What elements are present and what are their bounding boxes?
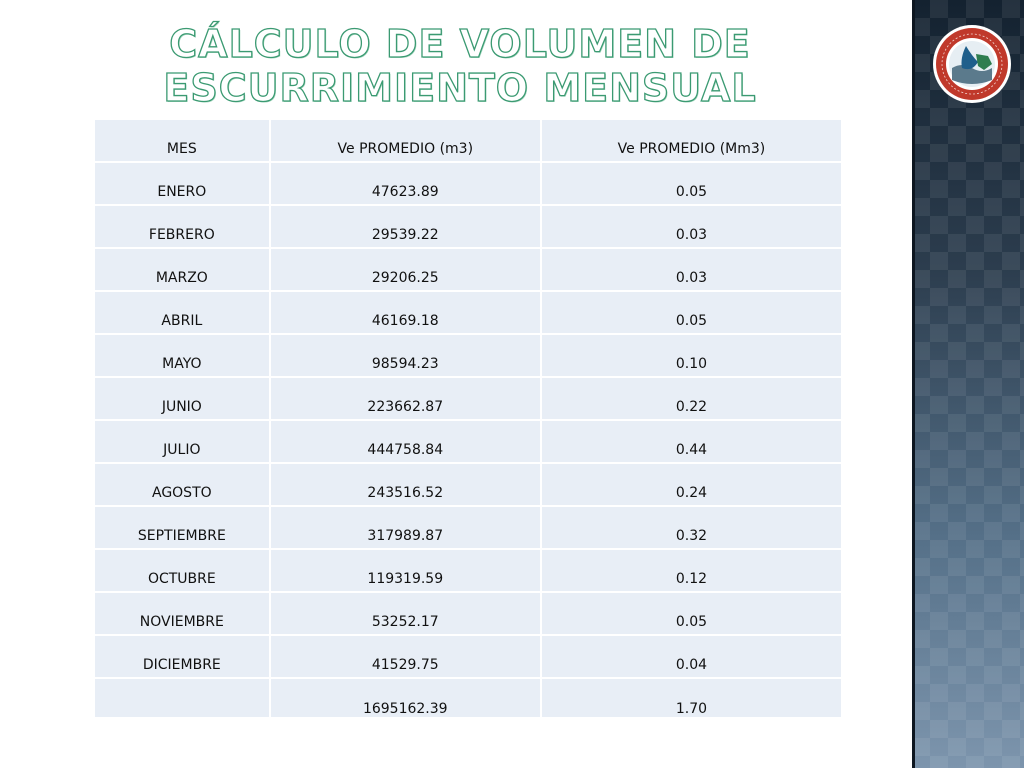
cell-month: JUNIO	[95, 378, 269, 419]
header-ve-promedio-mm3: Ve PROMEDIO (Mm3)	[542, 120, 841, 161]
cell-volume-m3: 29539.22	[271, 206, 540, 247]
runoff-volume-table	[93, 118, 843, 719]
cell-month: DICIEMBRE	[95, 636, 269, 677]
table-row	[95, 249, 841, 290]
cell-month: NOVIEMBRE	[95, 593, 269, 634]
cell-volume-m3: 47623.89	[271, 163, 540, 204]
cell-volume-m3: 444758.84	[271, 421, 540, 462]
table-row	[95, 206, 841, 247]
table-row	[95, 421, 841, 462]
table-row	[95, 335, 841, 376]
table-row	[95, 636, 841, 677]
cell-volume-mm3: 0.12	[542, 550, 841, 591]
cell-volume-mm3: 0.03	[542, 206, 841, 247]
cell-month: FEBRERO	[95, 206, 269, 247]
cell-volume-mm3: 0.04	[542, 636, 841, 677]
cell-month: AGOSTO	[95, 464, 269, 505]
cell-total-volume-m3: 1695162.39	[271, 679, 540, 717]
cell-volume-mm3: 0.03	[542, 249, 841, 290]
cell-volume-mm3: 0.24	[542, 464, 841, 505]
table-row	[95, 163, 841, 204]
slide-title: CÁLCULO DE VOLUMEN DE ESCURRIMIENTO MENSUAL	[163, 22, 757, 110]
cell-total-label	[95, 679, 269, 717]
cell-total-volume-mm3: 1.70	[542, 679, 841, 717]
cell-volume-m3: 243516.52	[271, 464, 540, 505]
cell-month: OCTUBRE	[95, 550, 269, 591]
cell-volume-mm3: 0.32	[542, 507, 841, 548]
cell-volume-m3: 46169.18	[271, 292, 540, 333]
cell-volume-mm3: 0.44	[542, 421, 841, 462]
cell-volume-m3: 223662.87	[271, 378, 540, 419]
cell-volume-m3: 98594.23	[271, 335, 540, 376]
cell-month: SEPTIEMBRE	[95, 507, 269, 548]
institution-seal-icon	[932, 24, 1012, 104]
cell-volume-m3: 119319.59	[271, 550, 540, 591]
table-row	[95, 378, 841, 419]
table-row	[95, 593, 841, 634]
cell-month: ENERO	[95, 163, 269, 204]
header-mes: MES	[95, 120, 269, 161]
cell-volume-mm3: 0.05	[542, 163, 841, 204]
table-total-row	[95, 679, 841, 717]
cell-month: JULIO	[95, 421, 269, 462]
table-header-row	[95, 120, 841, 161]
cell-volume-m3: 317989.87	[271, 507, 540, 548]
header-ve-promedio-m3: Ve PROMEDIO (m3)	[271, 120, 540, 161]
cell-volume-mm3: 0.05	[542, 292, 841, 333]
cell-month: MAYO	[95, 335, 269, 376]
table-row	[95, 292, 841, 333]
cell-volume-m3: 53252.17	[271, 593, 540, 634]
cell-month: MARZO	[95, 249, 269, 290]
table-row	[95, 507, 841, 548]
decorative-side-panel	[912, 0, 1024, 768]
cell-volume-mm3: 0.10	[542, 335, 841, 376]
cell-volume-mm3: 0.05	[542, 593, 841, 634]
table-row	[95, 464, 841, 505]
cell-volume-m3: 41529.75	[271, 636, 540, 677]
cell-month: ABRIL	[95, 292, 269, 333]
cell-volume-mm3: 0.22	[542, 378, 841, 419]
table-row	[95, 550, 841, 591]
cell-volume-m3: 29206.25	[271, 249, 540, 290]
